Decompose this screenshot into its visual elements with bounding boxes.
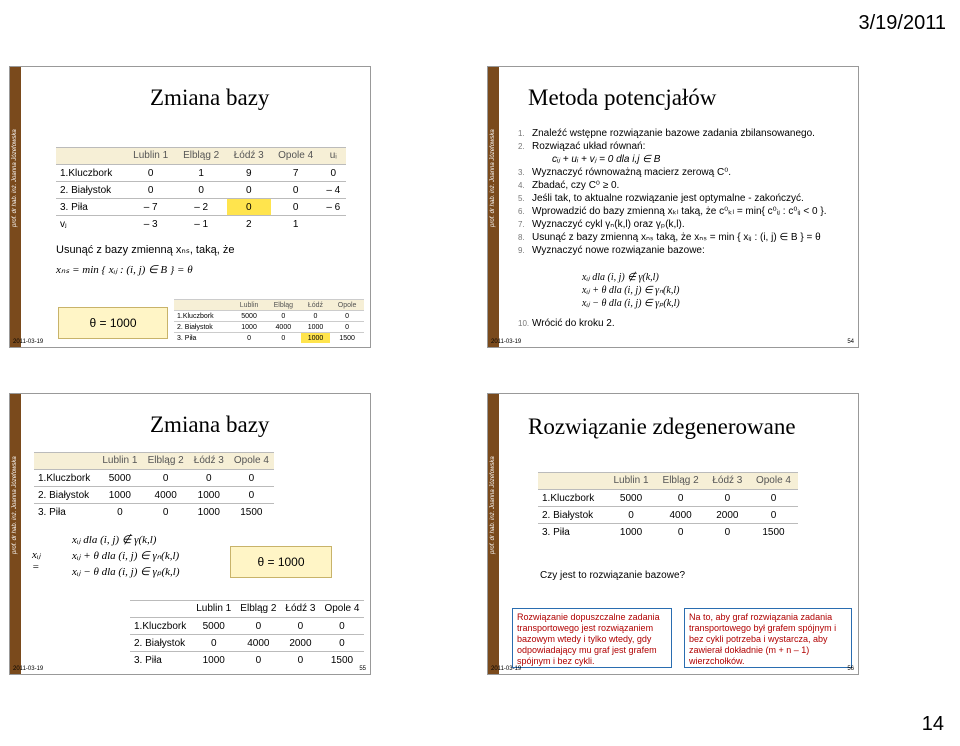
cell: 0 xyxy=(320,635,364,652)
table-row xyxy=(174,333,364,344)
table-row xyxy=(538,490,798,507)
cell: 0 xyxy=(142,504,188,521)
row-label: 1.Kluczbork xyxy=(56,165,126,182)
cell: 0 xyxy=(271,199,321,216)
row-label: 1.Kluczbork xyxy=(174,311,232,322)
table-row xyxy=(174,322,364,333)
col-header: Lublin 1 xyxy=(97,453,142,470)
cell: 9 xyxy=(227,165,271,182)
col-header: Łódź 3 xyxy=(189,453,229,470)
piecewise-formula: xᵢⱼ dla (i, j) ∉ γ(k,l) xᵢⱼ + θ dla (i, j) ∈ γₙ(k,l) xᵢⱼ − θ dla (i, j) ∈ γₚ(k,l) xyxy=(582,272,680,309)
col-header: Elbląg 2 xyxy=(236,601,281,618)
col-header: Elbląg xyxy=(266,300,301,311)
row-label: 2. Białystok xyxy=(130,635,192,652)
cell: 1000 xyxy=(232,322,266,333)
table-row xyxy=(56,182,346,199)
cell: 1500 xyxy=(229,504,274,521)
cell: 0 xyxy=(281,618,320,635)
row-label: 2. Białystok xyxy=(174,322,232,333)
slide-footer-date: 2011-03-19 xyxy=(491,339,522,345)
table-row xyxy=(56,199,346,216)
cell: 0 xyxy=(271,182,321,199)
cell: 4000 xyxy=(656,507,706,524)
solution-table xyxy=(538,472,798,540)
col-header: uᵢ xyxy=(321,148,346,165)
table-row xyxy=(34,504,274,521)
solution-table xyxy=(174,299,364,343)
col-header: Elbląg 2 xyxy=(142,453,188,470)
cell: 0 xyxy=(330,311,364,322)
slide-zmiana-bazy-1 xyxy=(9,66,371,348)
row-label: 3. Piła xyxy=(538,524,607,541)
cell-highlighted: 0 xyxy=(227,199,271,216)
slide-footer-number: 54 xyxy=(847,339,854,345)
col-header: Opole xyxy=(330,300,364,311)
cell: 5000 xyxy=(97,470,142,487)
theta-value: θ = 1000 xyxy=(89,316,137,330)
slide-title: Zmiana bazy xyxy=(150,412,270,437)
slide-rozwiazanie-zdegenerowane xyxy=(487,393,859,675)
col-header: Łódź 3 xyxy=(227,148,271,165)
theta-value: θ = 1000 xyxy=(257,555,305,569)
table-row xyxy=(538,507,798,524)
table-row xyxy=(130,652,364,669)
cell: – 7 xyxy=(126,199,176,216)
cell: 7 xyxy=(271,165,321,182)
cell: 0 xyxy=(126,165,176,182)
step-item: 1. Znaleźć wstępne rozwiązanie bazowe zadania zbilansowanego. xyxy=(518,128,815,139)
table-row xyxy=(538,524,798,541)
step-item: 3. Wyznaczyć równoważną macierz zerową C⁰. xyxy=(518,167,731,178)
cell: 0 xyxy=(706,524,749,541)
cell: 0 xyxy=(656,524,706,541)
potentials-table xyxy=(56,147,346,232)
sidebar-author: prof. dr hab. inż. Joanna Józefowska xyxy=(489,456,496,554)
cell: 0 xyxy=(192,635,236,652)
theta-box xyxy=(58,307,168,339)
cell: 5000 xyxy=(232,311,266,322)
page-number: 14 xyxy=(921,713,944,735)
row-label: 3. Piła xyxy=(56,199,126,216)
slide-footer-date: 2011-03-19 xyxy=(13,666,44,672)
slide-title: Metoda potencjałów xyxy=(528,85,717,110)
algorithm-steps-end xyxy=(518,317,853,330)
cell: 4000 xyxy=(142,487,188,504)
cell: 0 xyxy=(97,504,142,521)
cell: 0 xyxy=(330,322,364,333)
header-date: 3/19/2011 xyxy=(858,12,946,34)
cell: – 6 xyxy=(321,199,346,216)
slide-sidebar xyxy=(488,67,499,347)
col-header: Lublin 1 xyxy=(192,601,236,618)
slide-title: Rozwiązanie zdegenerowane xyxy=(528,414,796,439)
cell: 1500 xyxy=(330,333,364,344)
row-label: vⱼ xyxy=(56,216,126,233)
note-left: Rozwiązanie dopuszczalne zadania transportowego jest rozwiązaniem bazowym wtedy i tylko wtedy, gdy odpowiadający mu graf jest grafem spójnym i bez cykli. xyxy=(512,608,672,668)
cell: – 2 xyxy=(176,199,227,216)
cell: 1 xyxy=(176,165,227,182)
row-label: 2. Białystok xyxy=(34,487,97,504)
step-item: 5. Jeśli tak, to aktualne rozwiązanie jest optymalne - zakończyć. xyxy=(518,193,804,204)
cell: 0 xyxy=(236,618,281,635)
cell: 0 xyxy=(656,490,706,507)
cell: 2 xyxy=(227,216,271,233)
cell xyxy=(321,216,346,233)
cell: – 3 xyxy=(126,216,176,233)
cell: 2000 xyxy=(706,507,749,524)
row-label: 1.Kluczbork xyxy=(538,490,607,507)
instruction-text: Usunąć z bazy zmienną xₙₛ, taką, że xyxy=(56,244,235,256)
col-header: Opole 4 xyxy=(749,473,798,490)
cell: 1500 xyxy=(320,652,364,669)
slide-metoda-potencjalow xyxy=(487,66,859,348)
cell: 1 xyxy=(271,216,321,233)
cell: 1000 xyxy=(192,652,236,669)
slide-footer-number: 55 xyxy=(359,666,366,672)
cell: 5000 xyxy=(607,490,656,507)
sidebar-author: prof. dr hab. inż. Joanna Józefowska xyxy=(11,456,18,554)
cell: 0 xyxy=(301,311,330,322)
cell: 4000 xyxy=(266,322,301,333)
col-header: Lublin 1 xyxy=(607,473,656,490)
col-header: Łódź 3 xyxy=(281,601,320,618)
cell: 2000 xyxy=(281,635,320,652)
slide-footer-date: 2011-03-19 xyxy=(491,666,522,672)
note-right: Na to, aby graf rozwiązania zadania transportowego był grafem spójnym i bez cykli potrzeba i wystarcza, aby zawierał dokładnie (m + n – 1) wierzchołków. xyxy=(684,608,852,668)
cell: 0 xyxy=(232,333,266,344)
cell: 0 xyxy=(266,311,301,322)
sidebar-author: prof. dr hab. inż. Joanna Józefowska xyxy=(11,129,18,227)
slide-zmiana-bazy-2: prof. dr hab. inż. Joanna Józefowska Zmiana bazy Lublin 1 Elbląg 2 Łódź 3 Opole 4 1.Kluczbork 5000 0 0 0 2. Białystok 1000 4000 1000 0 3. Piła 0 0 1000 1500 xᵢⱼ = xᵢⱼ dla (i, j) ∉ γ(k,l) xᵢⱼ + θ dla (i, j) ∈ γₙ(k,l) xᵢⱼ − θ dla (i, j) ∈ γₚ(k,l) θ = 1000 Lublin 1 Elbląg 2 Łódź 3 Opole 4 1.Kluczbork 5000 0 0 0 2. Białystok 0 4000 2000 0 3. Piła 1000 0 0 1500 2011-03-19 55 xyxy=(9,393,371,675)
cell: 0 xyxy=(142,470,188,487)
table-row xyxy=(34,470,274,487)
cell-highlighted: 1000 xyxy=(301,333,330,344)
table-row xyxy=(56,165,346,182)
col-header: Opole 4 xyxy=(271,148,321,165)
col-header: Elbląg 2 xyxy=(176,148,227,165)
slide-footer-date: 2011-03-19 xyxy=(13,339,44,345)
cell: 0 xyxy=(281,652,320,669)
cell: 0 xyxy=(229,487,274,504)
theta-box xyxy=(230,546,332,578)
sidebar-author: prof. dr hab. inż. Joanna Józefowska xyxy=(489,129,496,227)
cell: 4000 xyxy=(236,635,281,652)
cell: 1000 xyxy=(189,504,229,521)
slide-sidebar xyxy=(10,67,21,347)
row-label: 3. Piła xyxy=(130,652,192,669)
cell: 1000 xyxy=(301,322,330,333)
row-label: 2. Białystok xyxy=(56,182,126,199)
cell: 0 xyxy=(607,507,656,524)
col-header: Lublin xyxy=(232,300,266,311)
slide-footer-number: 56 xyxy=(847,666,854,672)
col-header: Opole 4 xyxy=(229,453,274,470)
cell: 1000 xyxy=(189,487,229,504)
cell: 0 xyxy=(706,490,749,507)
cell: 5000 xyxy=(192,618,236,635)
cell: 1000 xyxy=(607,524,656,541)
col-header: Elbląg 2 xyxy=(656,473,706,490)
row-label: 2. Białystok xyxy=(538,507,607,524)
step-item: 4. Zbadać, czy C⁰ ≥ 0. xyxy=(518,180,620,191)
cell: 0 xyxy=(227,182,271,199)
cell: 0 xyxy=(126,182,176,199)
step-item: 7. Wyznaczyć cykl γₙ(k,l) oraz γₚ(k,l). xyxy=(518,219,685,230)
cell: – 1 xyxy=(176,216,227,233)
cell: 0 xyxy=(229,470,274,487)
cell: 0 xyxy=(321,165,346,182)
cell: 0 xyxy=(749,507,798,524)
step-item: 9. Wyznaczyć nowe rozwiązanie bazowe: xyxy=(518,245,705,256)
step-item: 2. Rozwiązać układ równań: xyxy=(518,141,646,152)
step-item: cᵢⱼ + uᵢ + vⱼ = 0 dla i,j ∈ B xyxy=(552,154,661,165)
slide-title: Zmiana bazy xyxy=(150,85,270,110)
min-formula: xₙₛ = min { xᵢⱼ : (i, j) ∈ B } = θ xyxy=(56,264,193,276)
table-row xyxy=(174,311,364,322)
col-header: Opole 4 xyxy=(320,601,364,618)
cell: 0 xyxy=(749,490,798,507)
table-row xyxy=(56,216,346,233)
solution-table xyxy=(34,452,274,520)
cell: 0 xyxy=(320,618,364,635)
row-label: 3. Piła xyxy=(174,333,232,344)
table-row xyxy=(130,618,364,635)
step-item: 6. Wprowadzić do bazy zmienną xₖₗ taką, że c⁰ₖₗ = min{ c⁰ᵢⱼ : c⁰ᵢⱼ < 0 }. xyxy=(518,206,827,217)
cell: 1000 xyxy=(97,487,142,504)
new-solution-table xyxy=(130,600,364,668)
step-item: 10. Wrócić do kroku 2. xyxy=(518,318,615,329)
row-label: 3. Piła xyxy=(34,504,97,521)
row-label: 1.Kluczbork xyxy=(34,470,97,487)
cell: 0 xyxy=(189,470,229,487)
table-row xyxy=(130,635,364,652)
step-item: 8. Usunąć z bazy zmienną xₙₛ taką, że xₙₛ = min { xᵢⱼ : (i, j) ∈ B } = θ xyxy=(518,232,821,243)
table-row xyxy=(34,487,274,504)
question-text: Czy jest to rozwiązanie bazowe? xyxy=(540,570,686,581)
cell: 0 xyxy=(266,333,301,344)
cell: 1500 xyxy=(749,524,798,541)
row-label: 1.Kluczbork xyxy=(130,618,192,635)
cell: – 4 xyxy=(321,182,346,199)
cell: 0 xyxy=(236,652,281,669)
cell: 0 xyxy=(176,182,227,199)
col-header: Lublin 1 xyxy=(126,148,176,165)
slide-sidebar xyxy=(488,394,499,674)
col-header: Łódź xyxy=(301,300,330,311)
col-header: Łódź 3 xyxy=(706,473,749,490)
algorithm-steps xyxy=(518,127,853,257)
slide-sidebar xyxy=(10,394,21,674)
